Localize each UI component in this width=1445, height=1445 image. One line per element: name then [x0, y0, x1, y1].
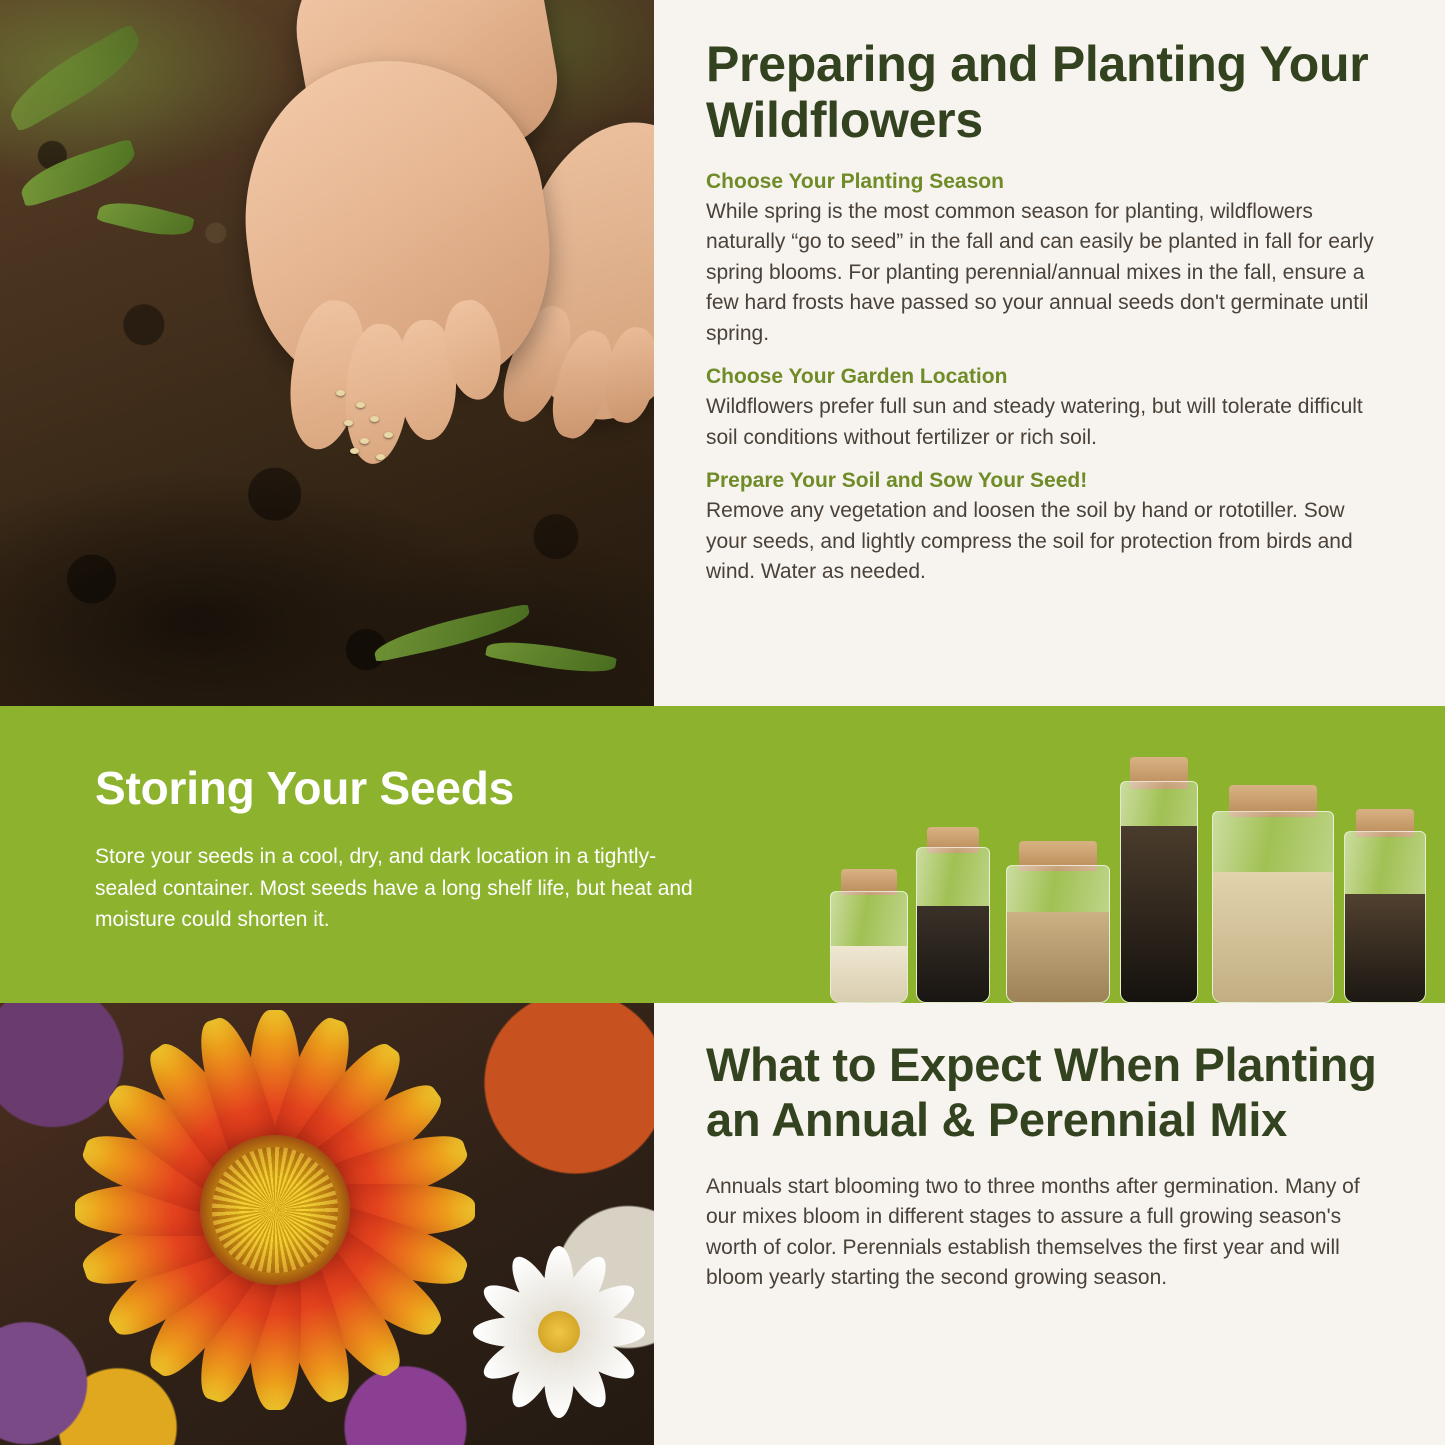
section-what-to-expect — [0, 1003, 1445, 1445]
seed-jar — [1006, 835, 1110, 1003]
storing-seeds-body: Store your seeds in a cool, dry, and dark location in a tightly-sealed container. Most seeds have a long shelf life, but heat and moisture could shorten it. — [95, 845, 693, 931]
paragraph-prepare-soil: Remove any vegetation and loosen the soil by hand or rototiller. Sow your seeds, and lightly compress the soil for protection from birds and wind. Water as needed. — [706, 499, 1353, 583]
falling-seeds — [330, 386, 450, 466]
seed-jar — [830, 871, 908, 1003]
subheading-planting-season: Choose Your Planting Season — [706, 170, 1004, 193]
seed-jar — [1120, 753, 1198, 1003]
paragraph-planting-season: While spring is the most common season for planting, wildflowers naturally “go to seed” in the fall and can easily be planted in fall for early spring blooms. For planting perennial/annual mixes in the fall, ensure a few hard frosts have passed so your annual seeds don't germinate until spring. — [706, 200, 1374, 345]
subheading-garden-location: Choose Your Garden Location — [706, 365, 1008, 389]
what-to-expect-title: What to Expect When Planting an Annual & Perennial Mix — [706, 1038, 1377, 1147]
section1-text-column — [654, 0, 1445, 706]
seed-jar — [1212, 781, 1334, 1003]
seed-jar — [916, 823, 990, 1003]
page-title: Preparing and Planting Your Wildflowers — [706, 36, 1369, 148]
subheading-prepare-soil: Prepare Your Soil and Sow Your Seed! — [706, 469, 1088, 493]
gaillardia-flower — [40, 1003, 510, 1425]
section-preparing-and-planting — [0, 0, 1445, 706]
storing-seeds-title: Storing Your Seeds — [95, 762, 515, 814]
what-to-expect-body: Annuals start blooming two to three months after germination. Many of our mixes bloom in different stages to assure a full growing season's worth of color. Perennials establish themselves the first year and will bloom yearly starting the second growing season. — [706, 1174, 1360, 1290]
section3-text-column — [654, 1003, 1445, 1445]
red-and-yellow-gaillardia-flower-photo — [0, 1003, 654, 1445]
glass-jars-of-seeds-photo — [820, 728, 1420, 1003]
seed-jar — [1344, 805, 1426, 1003]
section-storing-your-seeds — [0, 706, 1445, 1003]
hand-sowing-seeds-in-soil-photo — [0, 0, 654, 706]
paragraph-garden-location: Wildflowers prefer full sun and steady watering, but will tolerate difficult soil conditions without fertilizer or rich soil. — [706, 395, 1363, 449]
